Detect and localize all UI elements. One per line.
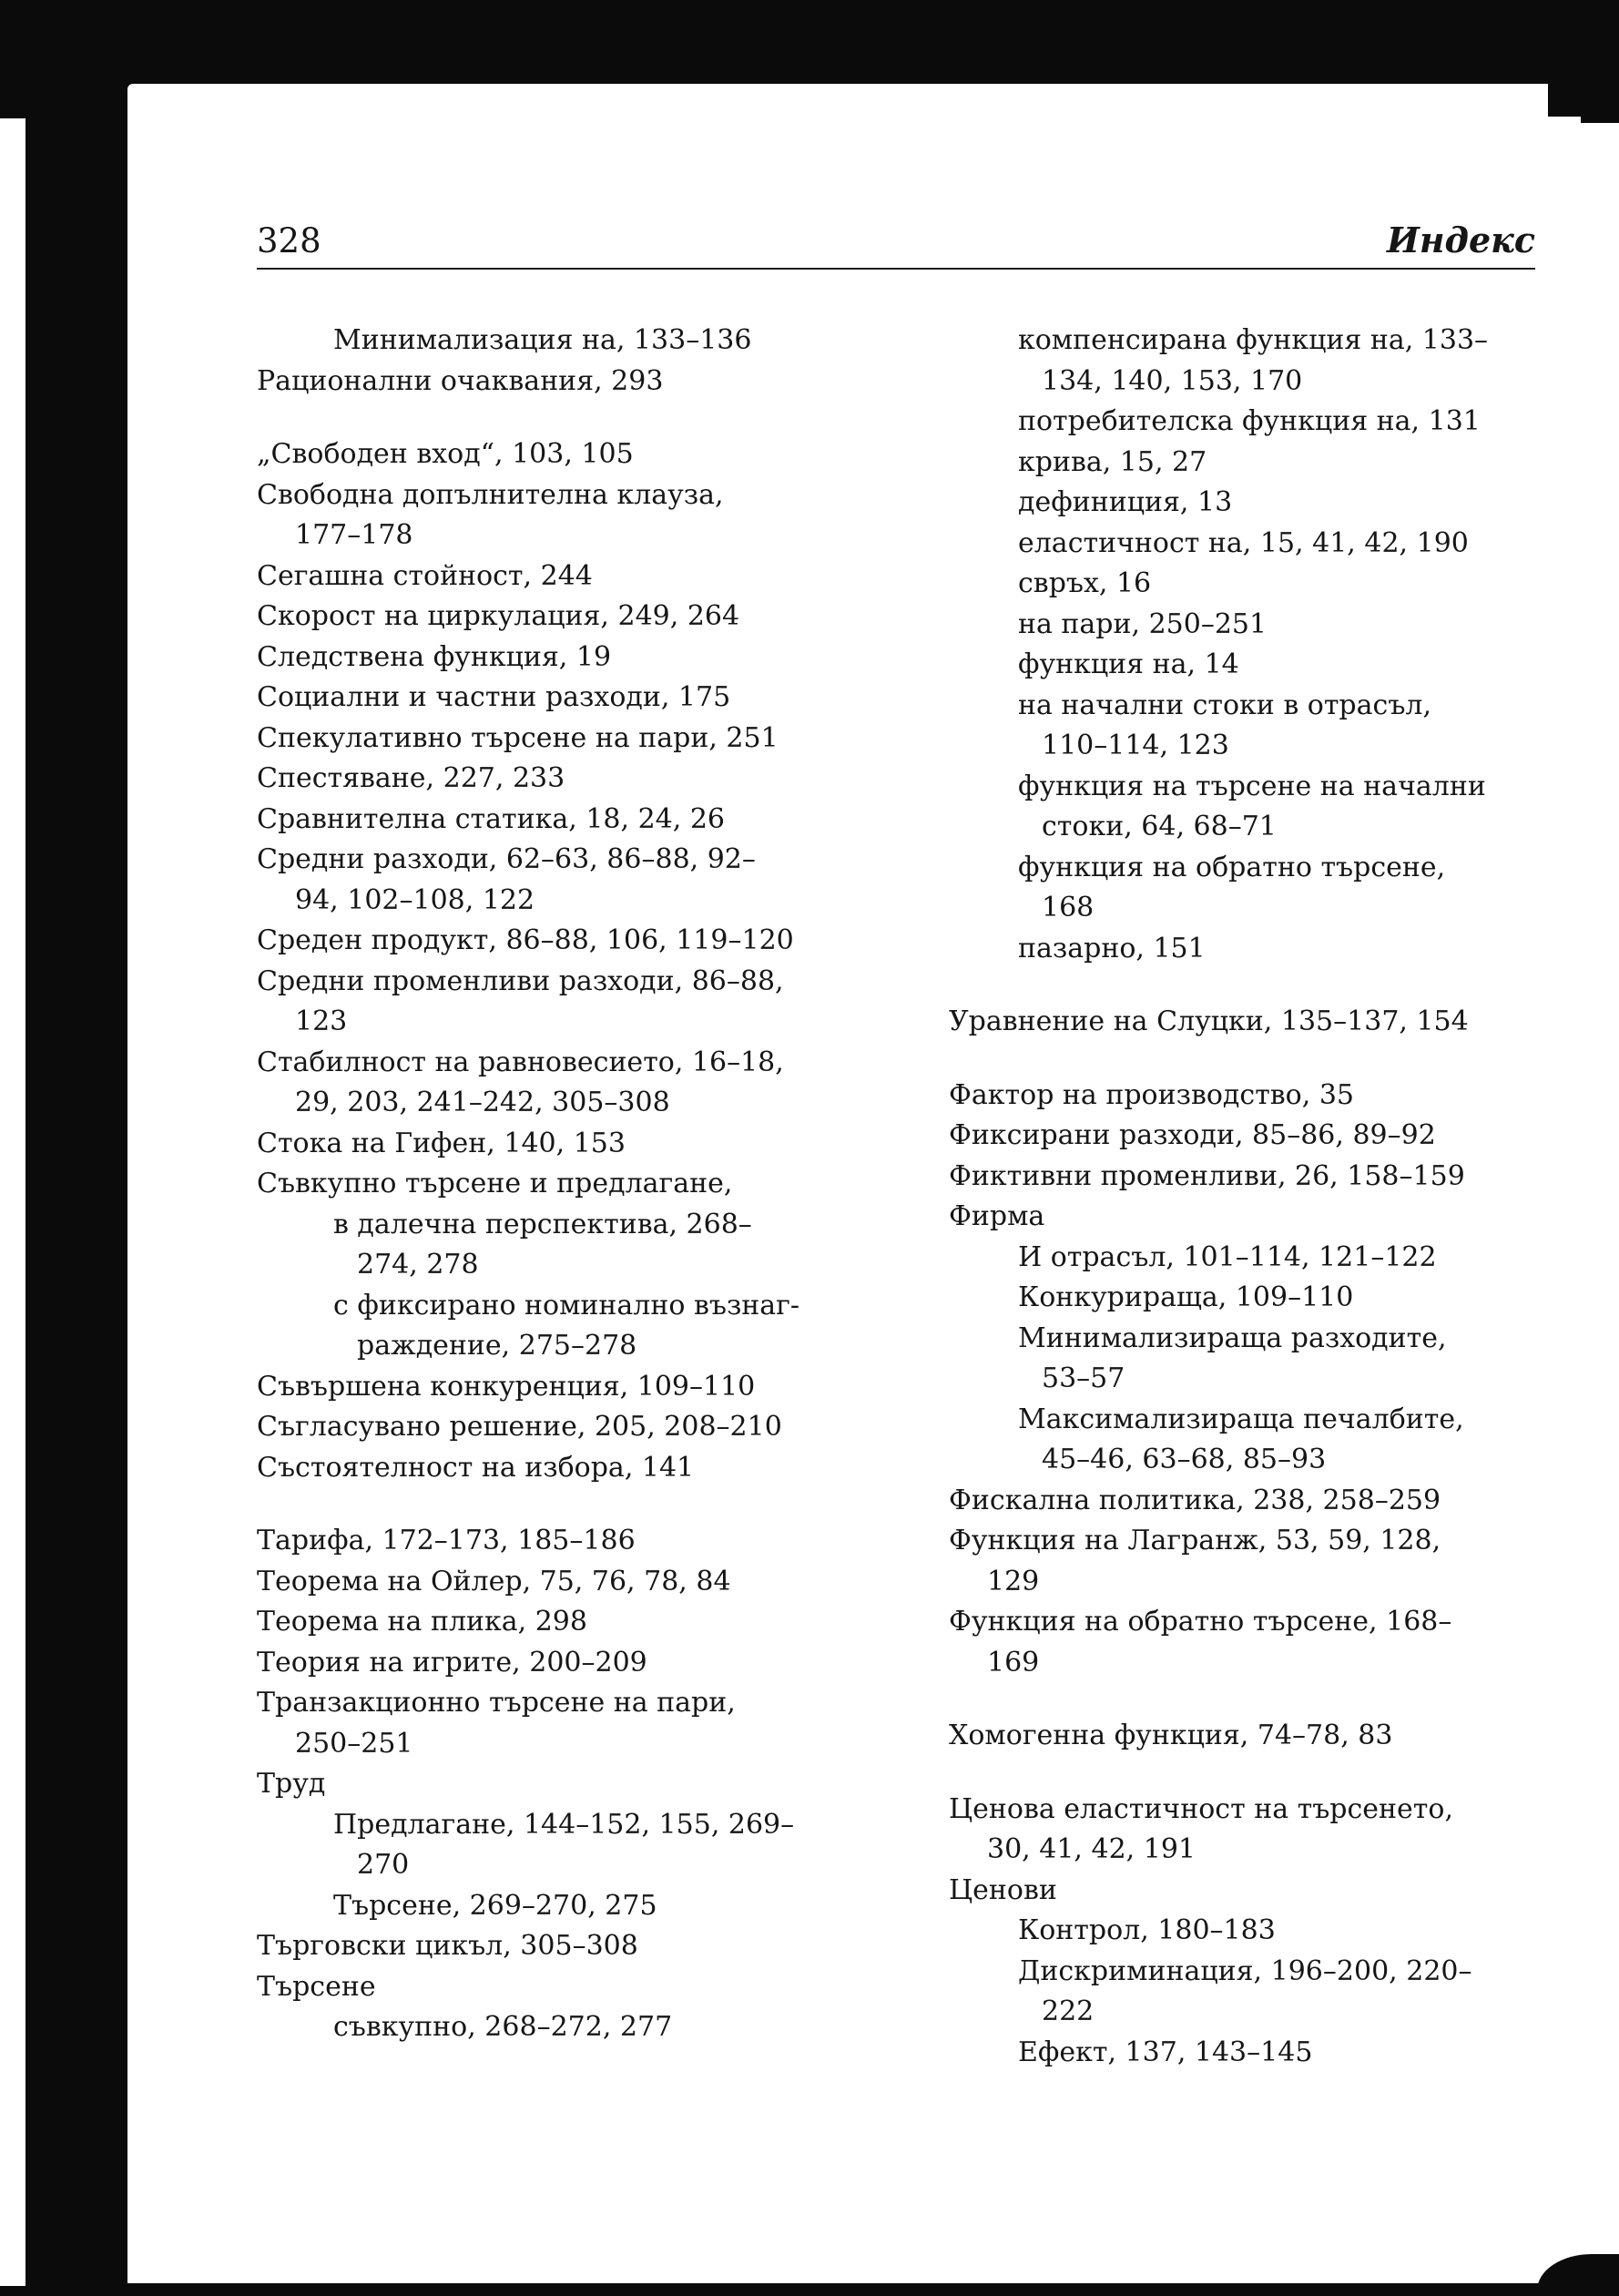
index-entry: [257, 1407, 894, 1448]
index-entry: [257, 678, 894, 719]
index-entry-text: Фиксирани разходи, 85–86, 89–92: [949, 1119, 1436, 1151]
index-entry: [257, 759, 894, 800]
index-subentry: [949, 1911, 1541, 1952]
index-entry-text: Средни разходи, 62–63, 86–88, 92–: [257, 843, 756, 875]
index-entry-text: Среден продукт, 86–88, 106, 119–120: [257, 924, 794, 956]
index-entry-continuation: 250–251: [295, 1727, 413, 1760]
index-entry-text: Транзакционно търсене на пари,: [257, 1687, 736, 1719]
index-entry: [257, 1124, 894, 1165]
index-entry: [949, 1481, 1541, 1522]
index-entry-continuation: 29, 203, 241–242, 305–308: [295, 1087, 670, 1118]
index-entry: [257, 1164, 894, 1205]
index-subentry: [949, 443, 1541, 484]
index-entry-continuation: 270: [357, 1849, 410, 1881]
index-entry: [257, 1643, 894, 1684]
index-subentry: [949, 686, 1541, 767]
index-entry: [257, 1043, 894, 1124]
letter-group-gap: [257, 1488, 894, 1521]
index-entry-text: Теория на игрите, 200–209: [257, 1646, 647, 1679]
index-entry-text: функция на, 14: [1018, 648, 1239, 680]
index-entry-text: Теорема на плика, 298: [257, 1606, 587, 1638]
index-entry-text: Ценова еластичност на търсенето,: [949, 1792, 1454, 1825]
index-entry-text: Фиктивни променливи, 26, 158–159: [949, 1159, 1465, 1192]
index-entry: [257, 1367, 894, 1408]
index-entry-text: крива, 15, 27: [1018, 445, 1207, 478]
index-entry-text: Състоятелност на избора, 141: [257, 1451, 695, 1484]
index-entry-continuation: 123: [295, 1005, 348, 1037]
index-subentry: [949, 929, 1541, 970]
index-entry-text: Уравнение на Слуцки, 135–137, 154: [949, 1005, 1469, 1037]
index-entry-text: Фискална политика, 238, 258–259: [949, 1484, 1441, 1516]
letter-group-gap: [949, 1043, 1541, 1076]
index-entry-text: Дискриминация, 196–200, 220–: [1018, 1954, 1472, 1987]
index-entry-text: в далечна перспектива, 268–: [333, 1208, 752, 1240]
index-entry-text: Контрол, 180–183: [1018, 1914, 1276, 1946]
index-subentry: [949, 767, 1541, 848]
index-subentry: [257, 1286, 894, 1367]
index-subentry: [949, 402, 1541, 443]
index-entry: [257, 475, 894, 556]
index-entry: [257, 1967, 894, 2008]
index-entry-continuation: 134, 140, 153, 170: [1042, 364, 1303, 397]
index-entry-text: И отрасъл, 101–114, 121–122: [1018, 1240, 1437, 1273]
page-header: [257, 211, 1535, 268]
index-entry-text: „Свободен вход“, 103, 105: [257, 438, 634, 470]
index-subentry: [949, 1952, 1541, 2033]
index-entry: [257, 840, 894, 921]
index-entry: [257, 800, 894, 841]
index-entry: [257, 638, 894, 679]
index-subentry: [949, 1319, 1541, 1400]
index-entry-text: свръх, 16: [1018, 567, 1152, 599]
index-entry: [949, 1790, 1541, 1871]
index-subentry: [949, 483, 1541, 524]
index-entry-continuation: 110–114, 123: [1042, 730, 1229, 761]
index-entry: [949, 1871, 1541, 1912]
index-entry-text: еластичност на, 15, 41, 42, 190: [1018, 526, 1469, 559]
index-entry: [257, 597, 894, 638]
index-subentry: [949, 605, 1541, 646]
index-entry-text: Функция на обратно търсене, 168–: [949, 1606, 1452, 1638]
page-top-edge: [127, 84, 1548, 120]
index-subentry: [949, 1278, 1541, 1319]
index-entry-text: Фактор на производство, 35: [949, 1078, 1354, 1111]
index-entry-text: компенсирана функция на, 133–: [1018, 324, 1489, 356]
letter-group-gap: [949, 1757, 1541, 1790]
index-entry-text: функция на търсене на начални: [1018, 770, 1486, 802]
index-entry: [257, 556, 894, 597]
index-entry-text: Сравнителна статика, 18, 24, 26: [257, 802, 725, 835]
index-entry: [949, 1521, 1541, 1602]
index-entry-text: Съвършена конкуренция, 109–110: [257, 1370, 756, 1403]
index-entry: [949, 1076, 1541, 1117]
index-entry-text: Труд: [257, 1768, 326, 1800]
index-entry-continuation: 274, 278: [357, 1249, 479, 1281]
letter-group-gap: [949, 969, 1541, 1002]
index-subentry: [949, 848, 1541, 929]
index-subentry: [949, 645, 1541, 686]
index-entry-continuation: 30, 41, 42, 191: [987, 1833, 1196, 1865]
index-entry: [949, 1157, 1541, 1198]
index-subentry: [257, 1886, 894, 1927]
index-entry-text: съвкупно, 268–272, 277: [333, 2011, 673, 2043]
index-entry-text: Търсене, 269–270, 275: [333, 1889, 657, 1922]
index-entry-text: потребителска функция на, 131: [1018, 405, 1481, 437]
index-subentry: [257, 1805, 894, 1886]
index-entry-text: Търсене: [257, 1970, 376, 2003]
index-entry: [257, 1521, 894, 1562]
index-entry-continuation: 177–178: [295, 519, 413, 551]
index-entry-text: Спестяване, 227, 233: [257, 762, 565, 794]
index-entry-text: Средни променливи разходи, 86–88,: [257, 964, 784, 997]
index-entry-text: Максимализираща печалбите,: [1018, 1403, 1464, 1435]
index-entry-text: Минимализираща разходите,: [1018, 1321, 1447, 1354]
index-entry-continuation: 168: [1042, 892, 1095, 924]
index-entry-continuation: 222: [1042, 1995, 1095, 2027]
page-number: 328: [257, 221, 321, 260]
index-entry-text: Стока на Гифен, 140, 153: [257, 1127, 626, 1159]
index-entry-text: Съгласувано решение, 205, 208–210: [257, 1411, 782, 1443]
scan-corner-bottom-right: [1537, 2254, 1619, 2296]
scan-border-left-fade: [0, 118, 25, 2286]
index-entry-continuation: 169: [987, 1646, 1040, 1679]
index-entry-text: Стабилност на равновесието, 16–18,: [257, 1046, 784, 1078]
index-entry-text: Спекулативно търсене на пари, 251: [257, 721, 779, 754]
index-entry-continuation: стоки, 64, 68–71: [1042, 811, 1277, 842]
header-rule: [257, 268, 1535, 270]
index-entry-text: Предлагане, 144–152, 155, 269–: [333, 1808, 795, 1841]
index-column-right: [949, 321, 1541, 2073]
scan-border-bottom: [127, 2283, 1619, 2296]
index-subentry: [257, 1205, 894, 1286]
scan-border-right: [1581, 0, 1619, 123]
index-entry-text: Теорема на Ойлер, 75, 76, 78, 84: [257, 1565, 731, 1597]
index-entry-text: Свободна допълнителна клауза,: [257, 478, 724, 511]
index-entry-text: на пари, 250–251: [1018, 607, 1268, 640]
index-entry-text: Търговски цикъл, 305–308: [257, 1930, 638, 1962]
index-subentry: [949, 1238, 1541, 1279]
index-entry: [257, 962, 894, 1043]
index-entry: [257, 1683, 894, 1764]
index-entry: [257, 1602, 894, 1643]
index-entry-text: Рационални очаквания, 293: [257, 364, 664, 397]
index-entry-text: Хомогенна функция, 74–78, 83: [949, 1719, 1393, 1751]
index-entry-text: Следствена функция, 19: [257, 640, 612, 673]
index-entry: [257, 719, 894, 760]
index-entry: [257, 434, 894, 475]
index-entry-text: Минимализация на, 133–136: [333, 324, 752, 356]
index-entry-continuation: 53–57: [1042, 1362, 1125, 1394]
index-entry: [257, 362, 894, 403]
index-subentry: [257, 2007, 894, 2048]
index-entry-text: Тарифа, 172–173, 185–186: [257, 1525, 636, 1556]
index-entry: [257, 921, 894, 962]
index-entry-text: с фиксирано номинално възнаг-: [333, 1289, 800, 1321]
index-subentry: [949, 2033, 1541, 2074]
index-subentry: [949, 564, 1541, 605]
index-entry-continuation: 94, 102–108, 122: [295, 883, 535, 916]
index-entry: [949, 1602, 1541, 1683]
letter-group-gap: [949, 1683, 1541, 1716]
index-subentry: [949, 1400, 1541, 1481]
index-entry-text: Съвкупно търсене и предлагане,: [257, 1168, 733, 1199]
running-head: Индекс: [1386, 219, 1535, 260]
index-entry-text: функция на обратно търсене,: [1018, 851, 1446, 883]
index-entry-text: дефиниция, 13: [1018, 486, 1233, 518]
index-entry-continuation: 129: [987, 1565, 1040, 1597]
index-entry-text: Конкурираща, 109–110: [1018, 1281, 1354, 1313]
index-entry: [949, 1116, 1541, 1157]
index-entry-continuation: 45–46, 63–68, 85–93: [1042, 1444, 1327, 1475]
index-entry: [949, 1002, 1541, 1043]
index-subentry: [949, 524, 1541, 565]
index-entry: [257, 1448, 894, 1489]
index-entry-text: Ефект, 137, 143–145: [1018, 2036, 1313, 2068]
index-entry-text: Функция на Лагранж, 53, 59, 128,: [949, 1525, 1441, 1556]
index-column-left: [257, 321, 894, 2048]
index-entry-text: на начални стоки в отрасъл,: [1018, 689, 1431, 721]
index-entry: [949, 1716, 1541, 1757]
index-entry-text: Социални и частни разходи, 175: [257, 681, 731, 713]
index-entry-text: Скорост на циркулация, 249, 264: [257, 600, 740, 632]
index-entry-text: Фирма: [949, 1200, 1045, 1232]
index-entry: [257, 1926, 894, 1967]
index-entry: [949, 1197, 1541, 1238]
index-entry: [257, 1764, 894, 1805]
index-entry: [257, 1562, 894, 1603]
letter-group-gap: [257, 402, 894, 434]
index-entry-text: Ценови: [949, 1873, 1057, 1906]
index-subentry: [257, 321, 894, 362]
index-entry-text: пазарно, 151: [1018, 932, 1206, 964]
index-entry-text: Сегашна стойност, 244: [257, 559, 593, 592]
index-entry-continuation: раждение, 275–278: [357, 1330, 637, 1362]
index-subentry: [949, 321, 1541, 402]
